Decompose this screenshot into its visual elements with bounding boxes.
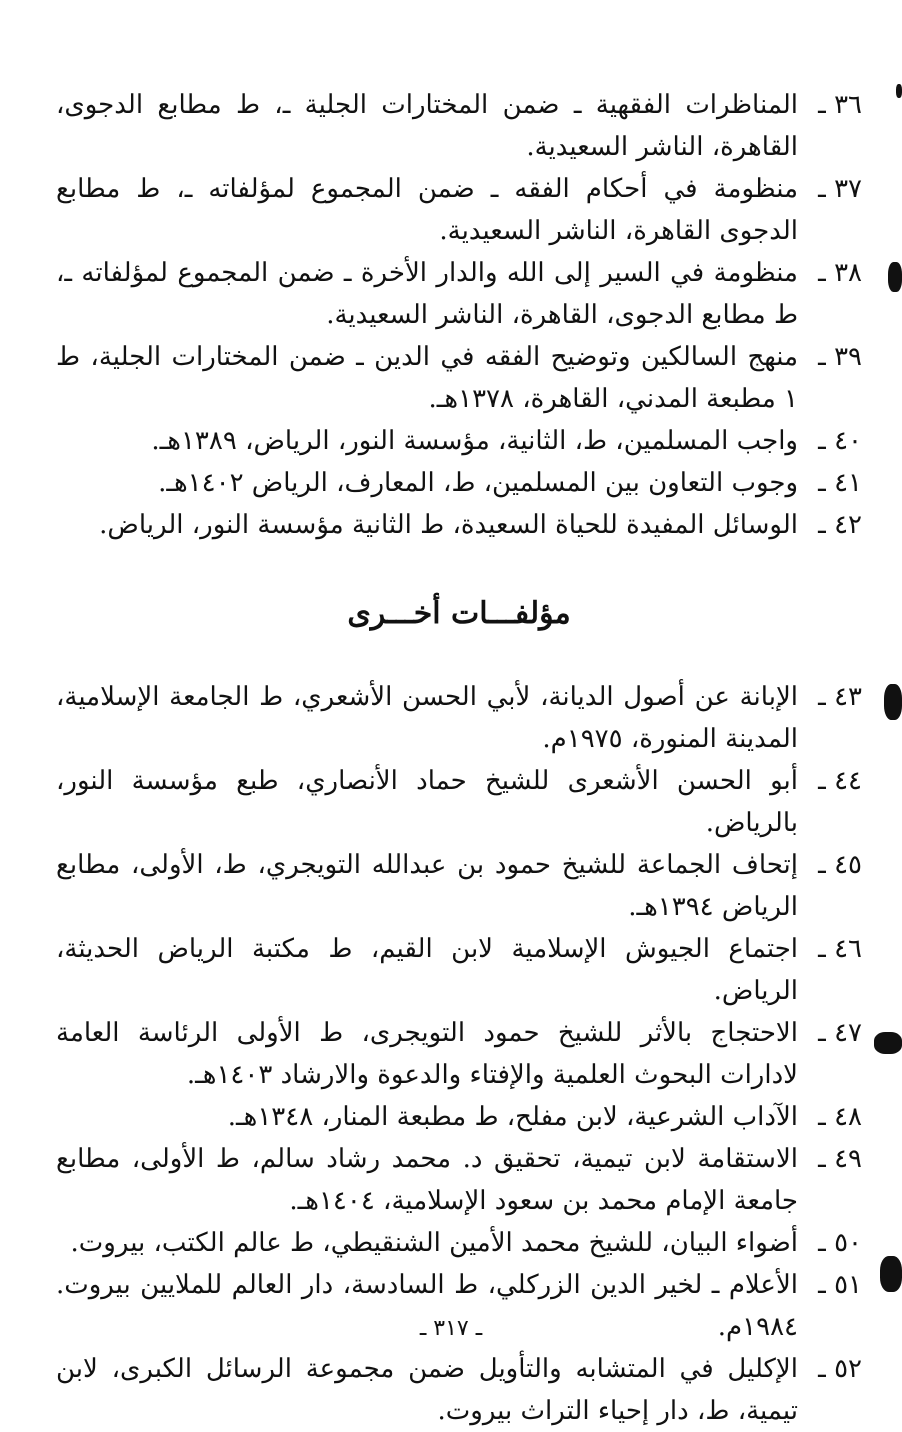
entry-text: الإبانة عن أصول الديانة، لأبي الحسن الأشعري، ط الجامعة الإسلامية، المدينة المنورة، ١٩٧٥م.: [56, 682, 798, 754]
list-item: [56, 252, 862, 336]
entry-number: ٣٧ ـ: [818, 174, 862, 204]
entry-number: ٤٤ ـ: [818, 766, 862, 796]
entry-text: منهج السالكين وتوضيح الفقه في الدين ـ ضمن المختارات الجلية، ط ١ مطبعة المدني، القاهرة، ١٣٧٨هـ.: [56, 342, 798, 414]
entry-text: الاستقامة لابن تيمية، تحقيق د. محمد رشاد سالم، ط الأولى، مطابع جامعة الإمام محمد بن سعود الإسلامية، ١٤٠٤هـ.: [56, 1144, 798, 1216]
list-item: [56, 760, 862, 844]
scan-mark: [888, 262, 902, 292]
entry-number: ٤٧ ـ: [818, 1018, 862, 1048]
scan-mark: [874, 1032, 902, 1054]
entry-number: ٤٩ ـ: [818, 1144, 862, 1174]
list-item: [56, 928, 862, 1012]
entry-text: إتحاف الجماعة للشيخ حمود بن عبدالله التويجري، ط، الأولى، مطابع الرياض ١٣٩٤هـ.: [56, 850, 798, 922]
section-heading: مؤلفـــات أخـــرى: [347, 596, 571, 631]
entry-text: منظومة في السير إلى الله والدار الأخرة ـ ضمن المجموع لمؤلفاته ـ، ط مطابع الدجوى، القاهرة، الناشر السعيدية.: [56, 258, 798, 330]
entry-number: ٤٦ ـ: [818, 934, 862, 964]
list-item: [56, 420, 862, 462]
list-item: [56, 1138, 862, 1222]
entry-number: ٥٠ ـ: [818, 1228, 862, 1258]
entry-text: أبو الحسن الأشعرى للشيخ حماد الأنصاري، طبع مؤسسة النور، بالرياض.: [56, 766, 798, 838]
list-item: [56, 168, 862, 252]
entry-number: ٤٨ ـ: [818, 1102, 862, 1132]
list-item: [56, 336, 862, 420]
page-number: ـ ٣١٧ ـ: [419, 1316, 483, 1341]
list-item: [56, 84, 862, 168]
entry-text: منظومة في أحكام الفقه ـ ضمن المجموع لمؤلفاته ـ، ط مطابع الدجوى القاهرة، الناشر السعيدية.: [56, 174, 798, 246]
list-item: [56, 844, 862, 928]
entry-number: ٤٢ ـ: [818, 510, 862, 540]
list-item: [56, 1348, 862, 1432]
list-item: [56, 1096, 862, 1138]
list-item: [56, 504, 862, 546]
entry-number: ٣٨ ـ: [818, 258, 862, 288]
entry-text: اجتماع الجيوش الإسلامية لابن القيم، ط مكتبة الرياض الحديثة، الرياض.: [56, 934, 798, 1006]
scan-mark: [880, 1256, 902, 1292]
entry-number: ٤٥ ـ: [818, 850, 862, 880]
entry-text: واجب المسلمين، ط، الثانية، مؤسسة النور، الرياض، ١٣٨٩هـ.: [151, 426, 798, 456]
list-item: [56, 1012, 862, 1096]
entry-number: ٤٣ ـ: [818, 682, 862, 712]
list-item: [56, 462, 862, 504]
entry-text: الآداب الشرعية، لابن مفلح، ط مطبعة المنار، ١٣٤٨هـ.: [227, 1102, 798, 1132]
entry-text: الوسائل المفيدة للحياة السعيدة، ط الثانية مؤسسة النور، الرياض.: [99, 510, 798, 540]
entry-text: الإكليل في المتشابه والتأويل ضمن مجموعة الرسائل الكبرى، لابن تيمية، ط، دار إحياء التراث بيروت.: [56, 1354, 798, 1426]
list-item: [56, 676, 862, 760]
entry-number: ٣٩ ـ: [818, 342, 862, 372]
entry-number: ٥٢ ـ: [818, 1354, 862, 1384]
entry-text: المناظرات الفقهية ـ ضمن المختارات الجلية ـ، ط مطابع الدجوى، القاهرة، الناشر السعيدية.: [56, 90, 798, 162]
scan-mark: [884, 684, 902, 720]
entry-number: ٥١ ـ: [818, 1270, 862, 1300]
entries-list-before: [56, 84, 862, 546]
entry-number: ٤٠ ـ: [818, 426, 862, 456]
entry-text: الأعلام ـ لخير الدين الزركلي، ط السادسة، دار العالم للملايين بيروت. ١٩٨٤م.: [56, 1270, 798, 1342]
entry-text: وجوب التعاون بين المسلمين، ط، المعارف، الرياض ١٤٠٢هـ.: [158, 468, 798, 498]
scan-mark: [896, 84, 902, 98]
entry-number: ٤١ ـ: [818, 468, 862, 498]
entry-text: الاحتجاج بالأثر للشيخ حمود التويجرى، ط الأولى الرئاسة العامة لادارات البحوث العلمية والإفتاء والدعوة والارشاد ١٤٠٣هـ.: [56, 1018, 798, 1090]
entry-text: أضواء البيان، للشيخ محمد الأمين الشنقيطي، ط عالم الكتب، بيروت.: [70, 1228, 798, 1258]
list-item: [56, 1222, 862, 1264]
entry-number: ٣٦ ـ: [818, 90, 862, 120]
